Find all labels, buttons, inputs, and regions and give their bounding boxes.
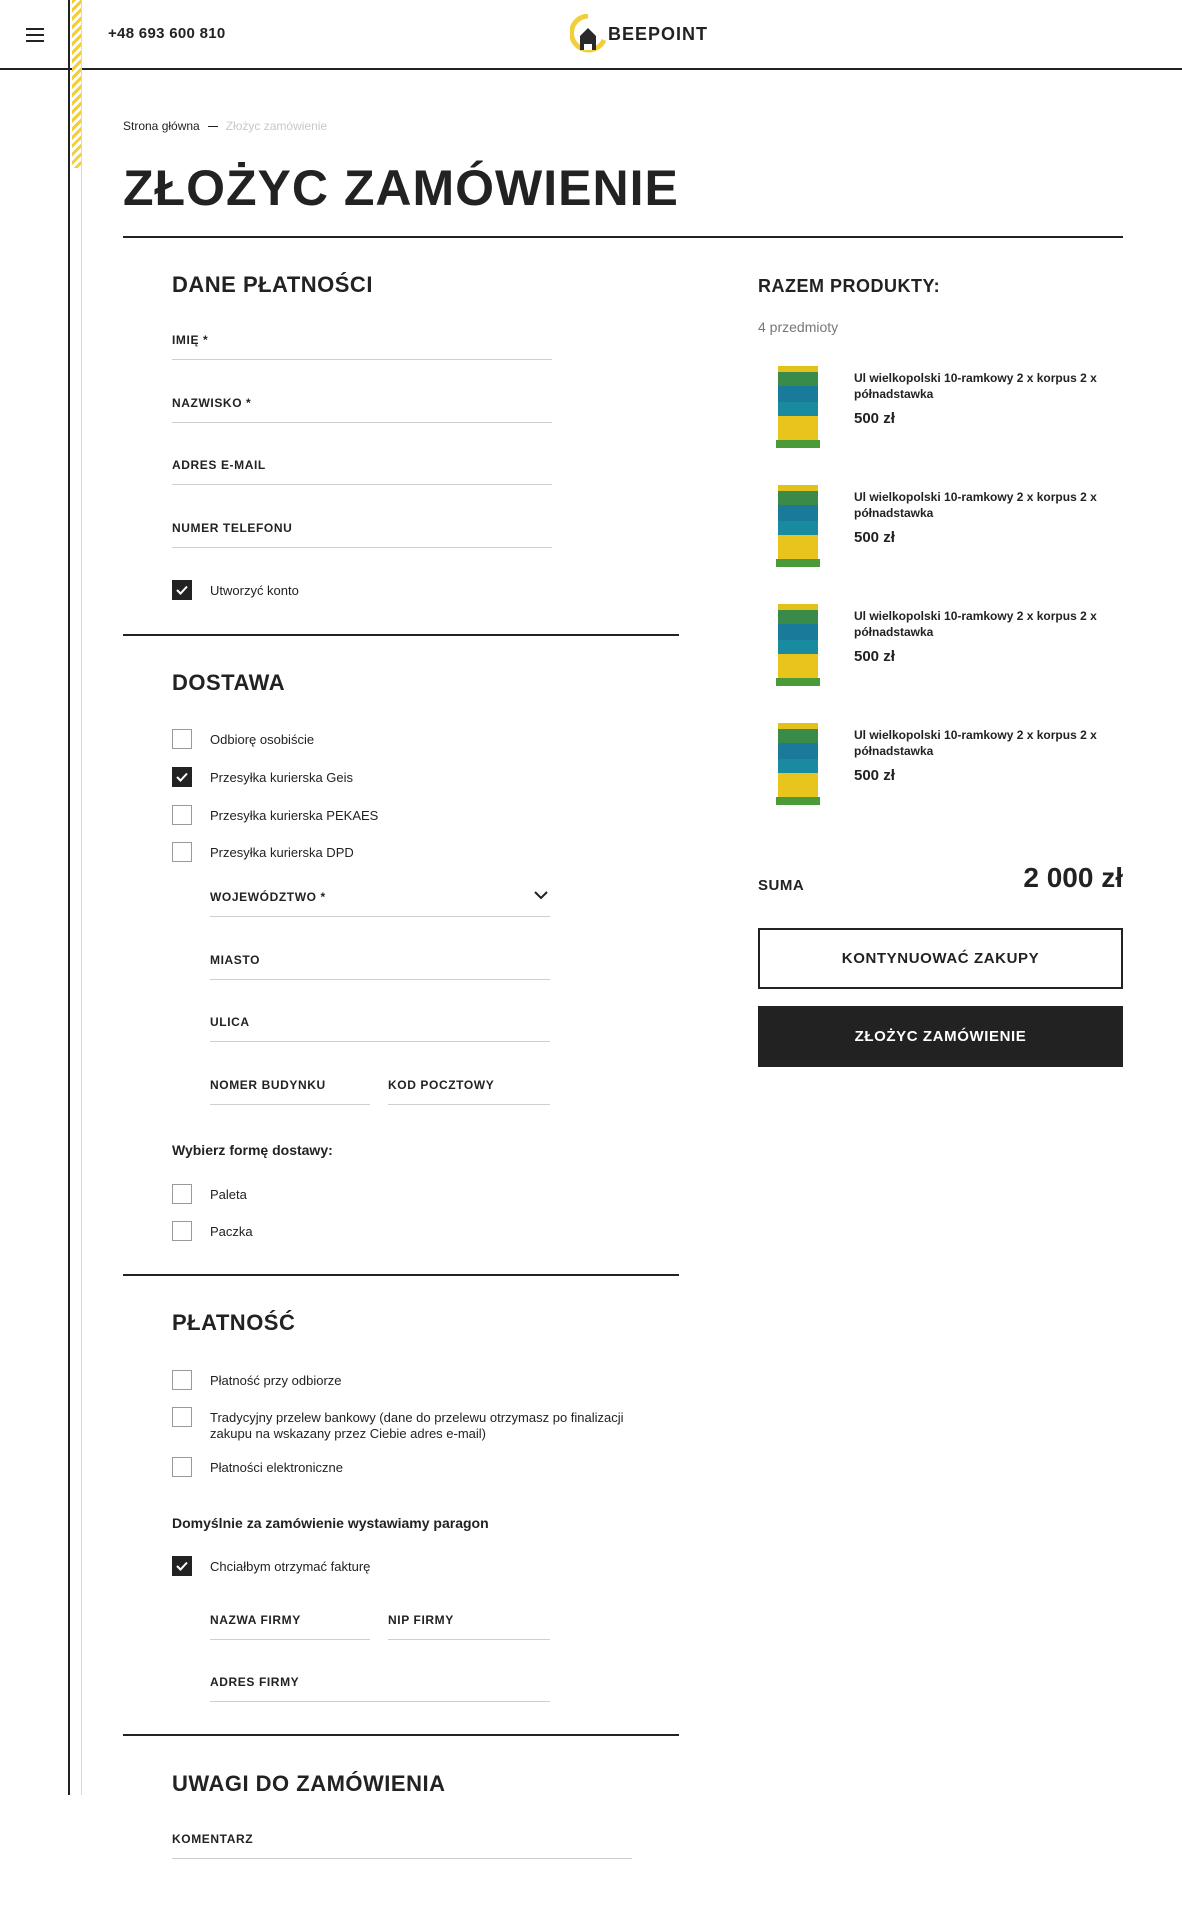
delivery-option-pickup[interactable]: Odbiorę osobiście	[172, 729, 630, 751]
delivery-form-parcel[interactable]: Paczka	[172, 1221, 630, 1243]
summary-product[interactable]	[772, 364, 1124, 454]
product-name[interactable]: Ul wielkopolski 10-ramkowy 2 x korpus 2 x półnadstawka	[854, 490, 1097, 520]
payment-title: PŁATNOŚĆ	[172, 1310, 296, 1335]
last-name-field[interactable]: NAZWISKO *	[172, 389, 552, 423]
summary-product[interactable]	[772, 483, 1124, 573]
payment-option-transfer[interactable]: Tradycyjny przelew bankowy (dane do przelewu otrzymasz po finalizacji zakupu na wskazany przez Ciebie adres e-mail)	[172, 1407, 630, 1441]
checkbox-icon[interactable]	[172, 805, 192, 825]
checkbox-icon[interactable]	[172, 842, 192, 862]
breadcrumb-current: Złożyc zamówienie	[225, 119, 328, 133]
section-divider	[123, 634, 679, 636]
company-nip-field[interactable]: NIP FIRMY	[388, 1606, 550, 1640]
checkbox-icon[interactable]	[172, 1407, 192, 1427]
continue-shopping-button[interactable]: KONTYNUOWAĆ ZAKUPY	[758, 928, 1123, 989]
left-rule	[68, 0, 70, 1795]
header-phone[interactable]: +48 693 600 810	[108, 25, 226, 42]
delivery-option-dpd[interactable]: Przesyłka kurierska DPD	[172, 842, 630, 864]
delivery-form-question: Wybierz formę dostawy:	[172, 1142, 333, 1158]
chevron-down-icon[interactable]	[534, 889, 548, 899]
postal-code-field[interactable]: KOD POCZTOWY	[388, 1071, 550, 1105]
checkbox-checked-icon[interactable]	[172, 767, 192, 787]
product-price: 500 zł	[854, 767, 895, 784]
product-name[interactable]: Ul wielkopolski 10-ramkowy 2 x korpus 2 x półnadstawka	[854, 609, 1097, 639]
product-name[interactable]: Ul wielkopolski 10-ramkowy 2 x korpus 2 x półnadstawka	[854, 728, 1097, 758]
delivery-title: DOSTAWA	[172, 670, 286, 695]
breadcrumb	[123, 119, 327, 133]
first-name-field[interactable]: IMIĘ *	[172, 326, 552, 360]
beehive-product-image	[772, 721, 824, 809]
company-address-field[interactable]: ADRES FIRMY	[210, 1668, 550, 1702]
decorative-stripe	[72, 0, 81, 168]
summary-title: RAZEM PRODUKTY:	[758, 276, 941, 296]
sum-label: SUMA	[758, 877, 805, 894]
beehive-product-image	[772, 483, 824, 571]
checkbox-checked-icon[interactable]	[172, 580, 192, 600]
product-price: 500 zł	[854, 648, 895, 665]
delivery-option-geis[interactable]: Przesyłka kurierska Geis	[172, 767, 630, 789]
hamburger-menu-icon[interactable]	[26, 28, 44, 42]
logo[interactable]	[570, 14, 708, 54]
payment-option-electronic[interactable]: Płatności elektroniczne	[172, 1457, 630, 1479]
phone-field[interactable]: NUMER TELEFONU	[172, 514, 552, 548]
checkbox-icon[interactable]	[172, 1184, 192, 1204]
left-thin-rule	[81, 0, 82, 1795]
beehive-logo-icon	[570, 14, 606, 54]
beehive-product-image	[772, 602, 824, 690]
company-name-field[interactable]: NAZWA FIRMY	[210, 1606, 370, 1640]
checkbox-icon[interactable]	[172, 729, 192, 749]
product-price: 500 zł	[854, 529, 895, 546]
city-field[interactable]: MIASTO	[210, 946, 550, 980]
product-name[interactable]: Ul wielkopolski 10-ramkowy 2 x korpus 2 x półnadstawka	[854, 371, 1097, 401]
checkbox-icon[interactable]	[172, 1221, 192, 1241]
beehive-product-image	[772, 364, 824, 452]
delivery-form-pallet[interactable]: Paleta	[172, 1184, 630, 1206]
section-divider	[123, 1734, 679, 1736]
billing-title: DANE PŁATNOŚCI	[172, 272, 373, 297]
page-title: ZŁOŻYC ZAMÓWIENIE	[123, 160, 679, 216]
checkbox-icon[interactable]	[172, 1457, 192, 1477]
street-field[interactable]: ULICA	[210, 1008, 550, 1042]
delivery-option-pekaes[interactable]: Przesyłka kurierska PEKAES	[172, 805, 630, 827]
section-divider	[123, 1274, 679, 1276]
place-order-button[interactable]: ZŁOŻYC ZAMÓWIENIE	[758, 1006, 1123, 1067]
region-select[interactable]: WOJEWÓDZTWO *	[210, 883, 550, 917]
site-header	[0, 0, 1182, 70]
summary-product[interactable]	[772, 721, 1124, 811]
invoice-checkbox[interactable]: Chciałbym otrzymać fakturę	[172, 1556, 630, 1578]
payment-option-cod[interactable]: Płatność przy odbiorze	[172, 1370, 630, 1392]
title-divider	[123, 236, 1123, 238]
comment-field[interactable]: KOMENTARZ	[172, 1825, 632, 1859]
sum-value: 2 000 zł	[1023, 862, 1123, 893]
breadcrumb-home[interactable]: Strona główna	[123, 119, 200, 133]
checkbox-icon[interactable]	[172, 1370, 192, 1390]
logo-text: BEEPOINT	[608, 23, 709, 44]
product-price: 500 zł	[854, 410, 895, 427]
notes-title: UWAGI DO ZAMÓWIENIA	[172, 1771, 446, 1796]
checkbox-checked-icon[interactable]	[172, 1556, 192, 1576]
building-number-field[interactable]: NOMER BUDYNKU	[210, 1071, 370, 1105]
summary-count: 4 przedmioty	[758, 319, 839, 335]
receipt-note: Domyślnie za zamówienie wystawiamy paragon	[172, 1515, 489, 1531]
create-account-checkbox[interactable]: Utworzyć konto	[172, 580, 630, 602]
summary-product[interactable]	[772, 602, 1124, 692]
email-field[interactable]: ADRES E-MAIL	[172, 451, 552, 485]
